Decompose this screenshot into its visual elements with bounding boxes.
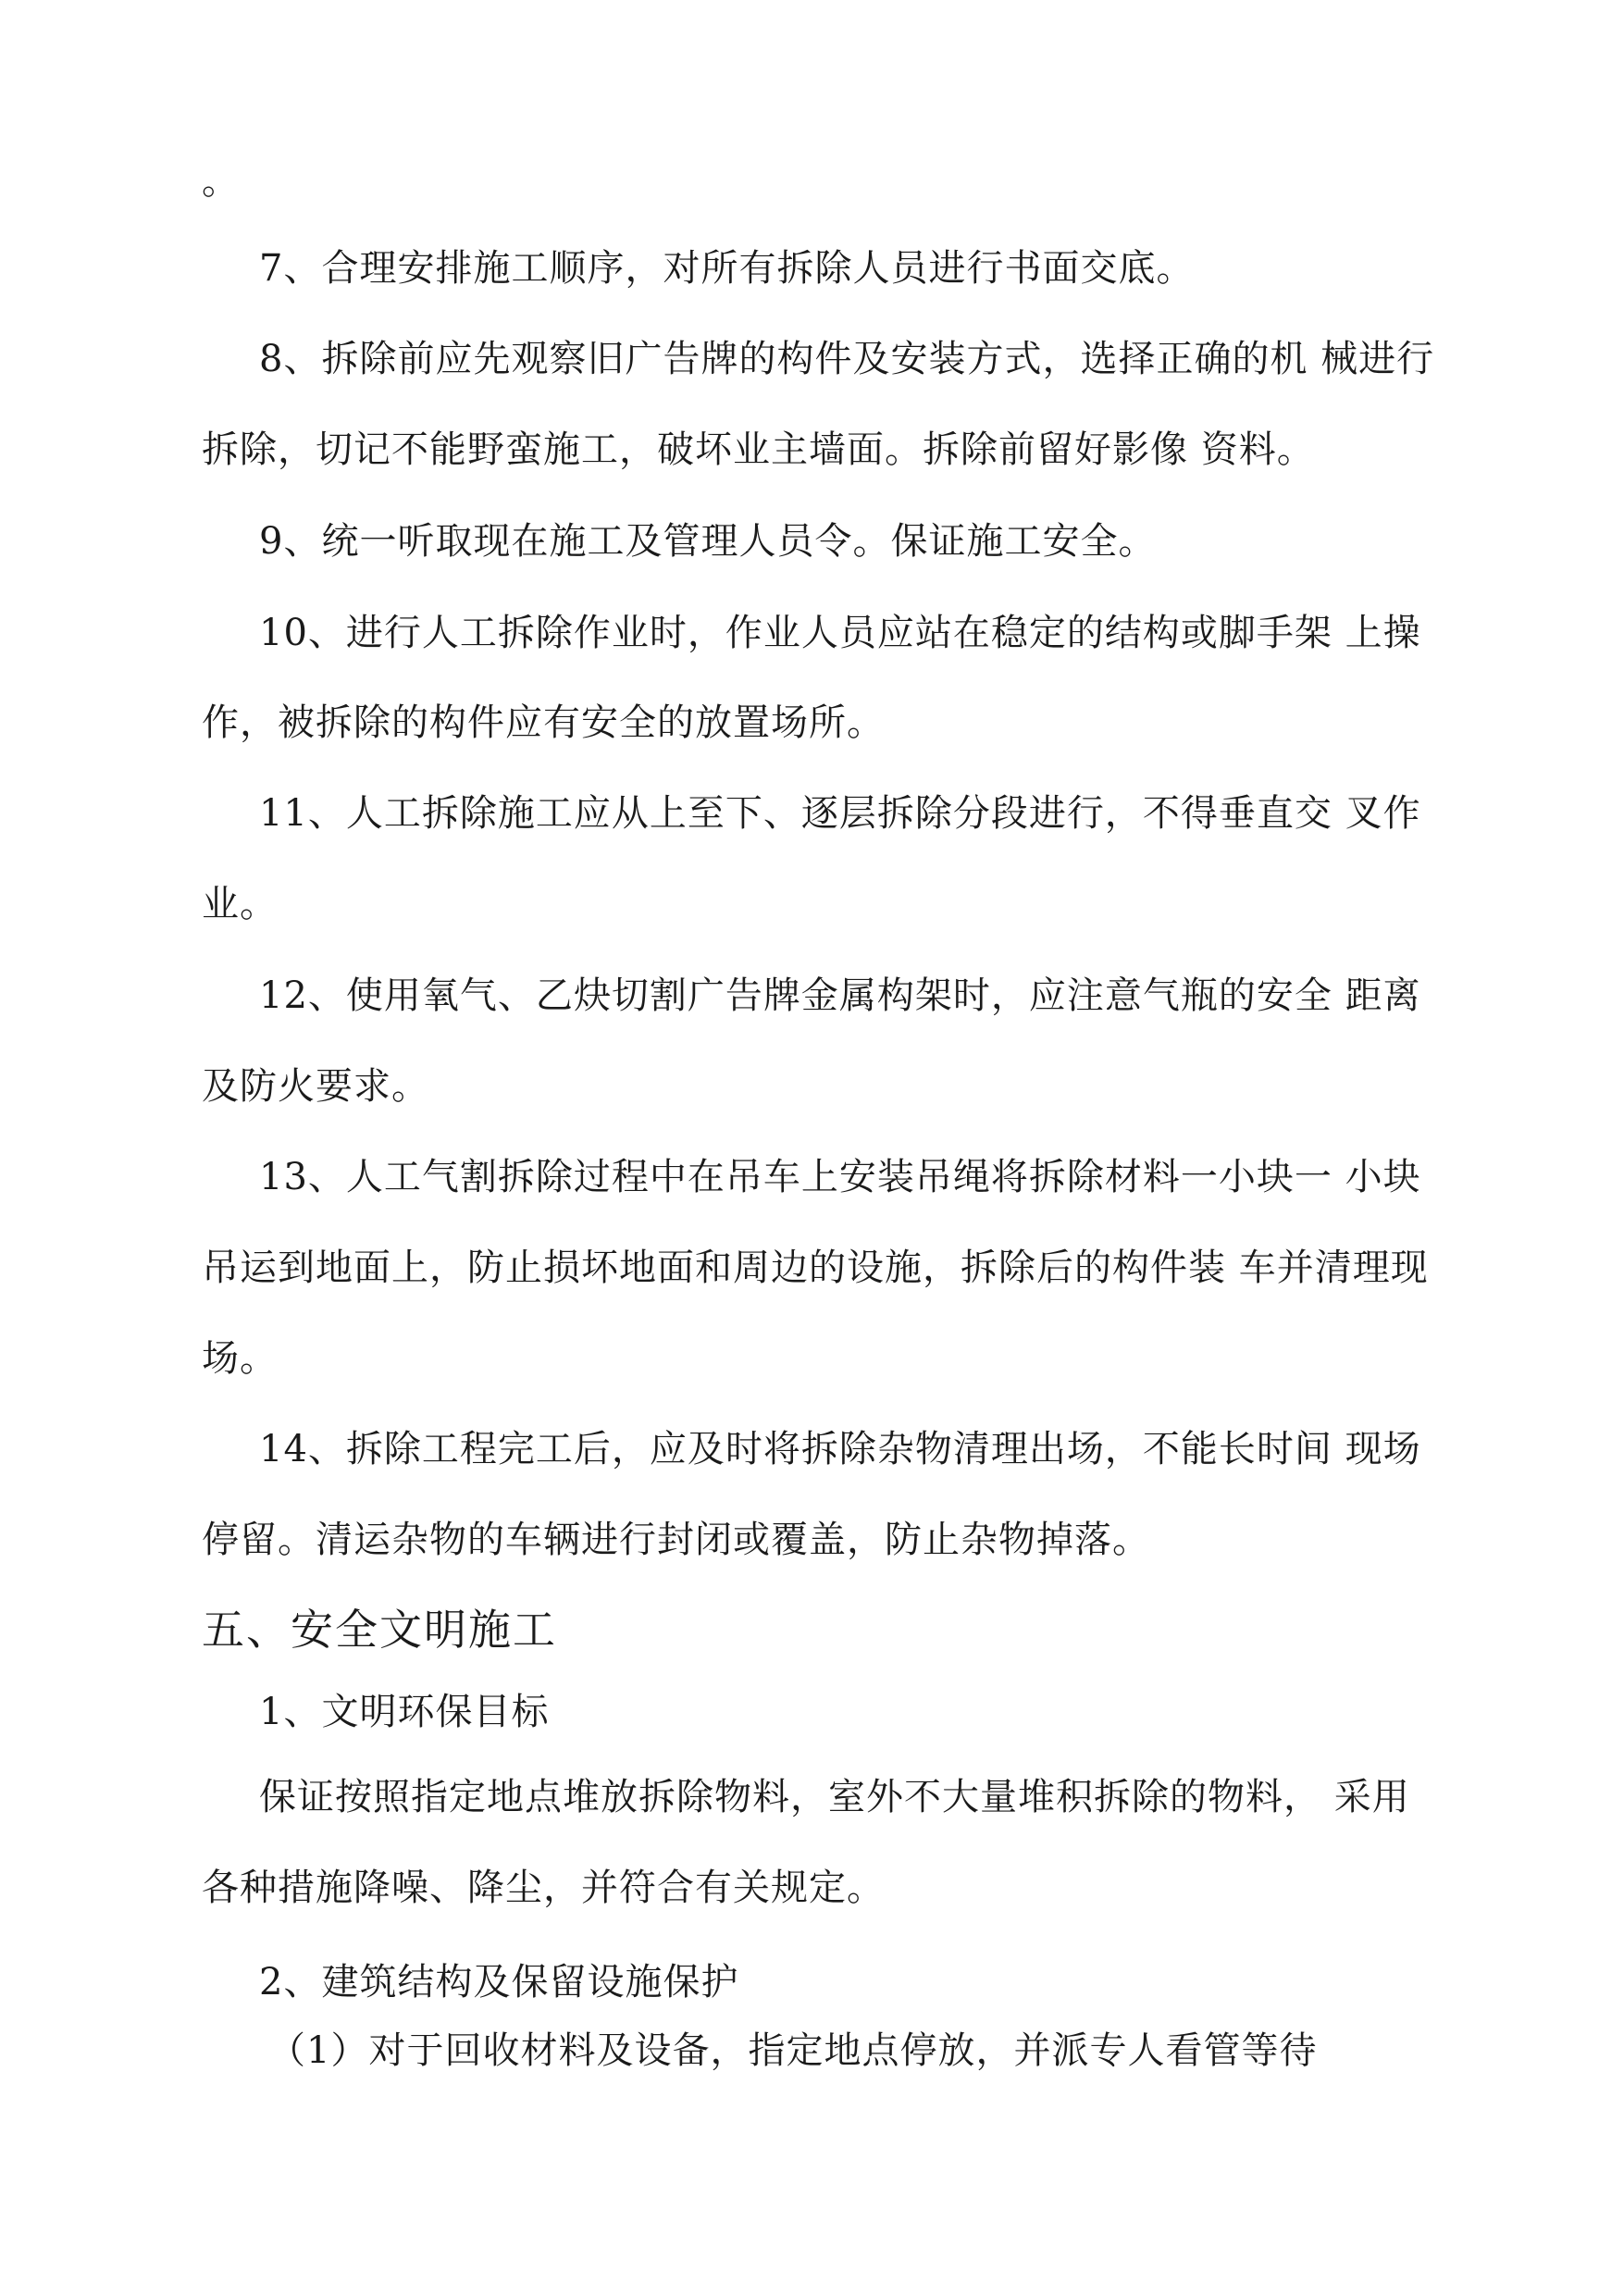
list-item-13-continuation-1: 吊运到地面上，防止损坏地面和周边的设施，拆除后的构件装 车并清理现 [202,1247,1429,1289]
text-line-continuation: 。 [202,160,240,203]
list-item-11-continuation: 业。 [202,883,278,925]
paragraph-line-continuation: 各种措施降噪、降尘，并符合有关规定。 [202,1867,885,1909]
list-item-9: 9、统一听取现在施工及管理人员令。保证施工安全。 [259,520,1157,563]
list-item-8-continuation: 拆除，切记不能野蛮施工，破坏业主墙面。拆除前留好影像 资料。 [202,428,1315,471]
list-item-8: 8、拆除前应先观察旧广告牌的构件及安装方式，选择正确的机 械进行 [259,338,1435,380]
subsection-heading-2: 2、建筑结构及保留设施保护 [259,1961,739,2003]
list-item-13: 13、人工气割拆除过程中在吊车上安装吊绳将拆除材料一小块一 小块 [259,1156,1421,1198]
list-item-12-continuation: 及防火要求。 [202,1065,429,1108]
list-item-12: 12、使用氧气、乙炔切割广告牌金属构架时，应注意气瓶的安全 距离 [259,974,1421,1017]
list-item-10: 10、进行人工拆除作业时，作业人员应站在稳定的结构或脚手架 上操 [259,612,1421,654]
list-item-14: 14、拆除工程完工后，应及时将拆除杂物清理出场，不能长时间 现场 [259,1428,1421,1470]
list-item-11: 11、人工拆除施工应从上至下、逐层拆除分段进行，不得垂直交 叉作 [259,792,1421,835]
sub-list-item-1: （1）对于回收材料及设备，指定地点停放，并派专人看管等待 [268,2029,1318,2072]
list-item-7: 7、合理安排施工顺序，对所有拆除人员进行书面交底。 [259,247,1195,290]
subsection-heading-1: 1、文明环保目标 [259,1691,550,1733]
list-item-13-continuation-2: 场。 [202,1337,278,1380]
section-heading: 五、安全文明施工 [202,1605,557,1655]
paragraph-line: 保证按照指定地点堆放拆除物料，室外不大量堆积拆除的物料， 采用 [259,1776,1410,1818]
list-item-14-continuation: 停留。清运杂物的车辆进行封闭或覆盖，防止杂物掉落。 [202,1519,1150,1561]
list-item-10-continuation: 作，被拆除的构件应有安全的放置场所。 [202,701,885,744]
